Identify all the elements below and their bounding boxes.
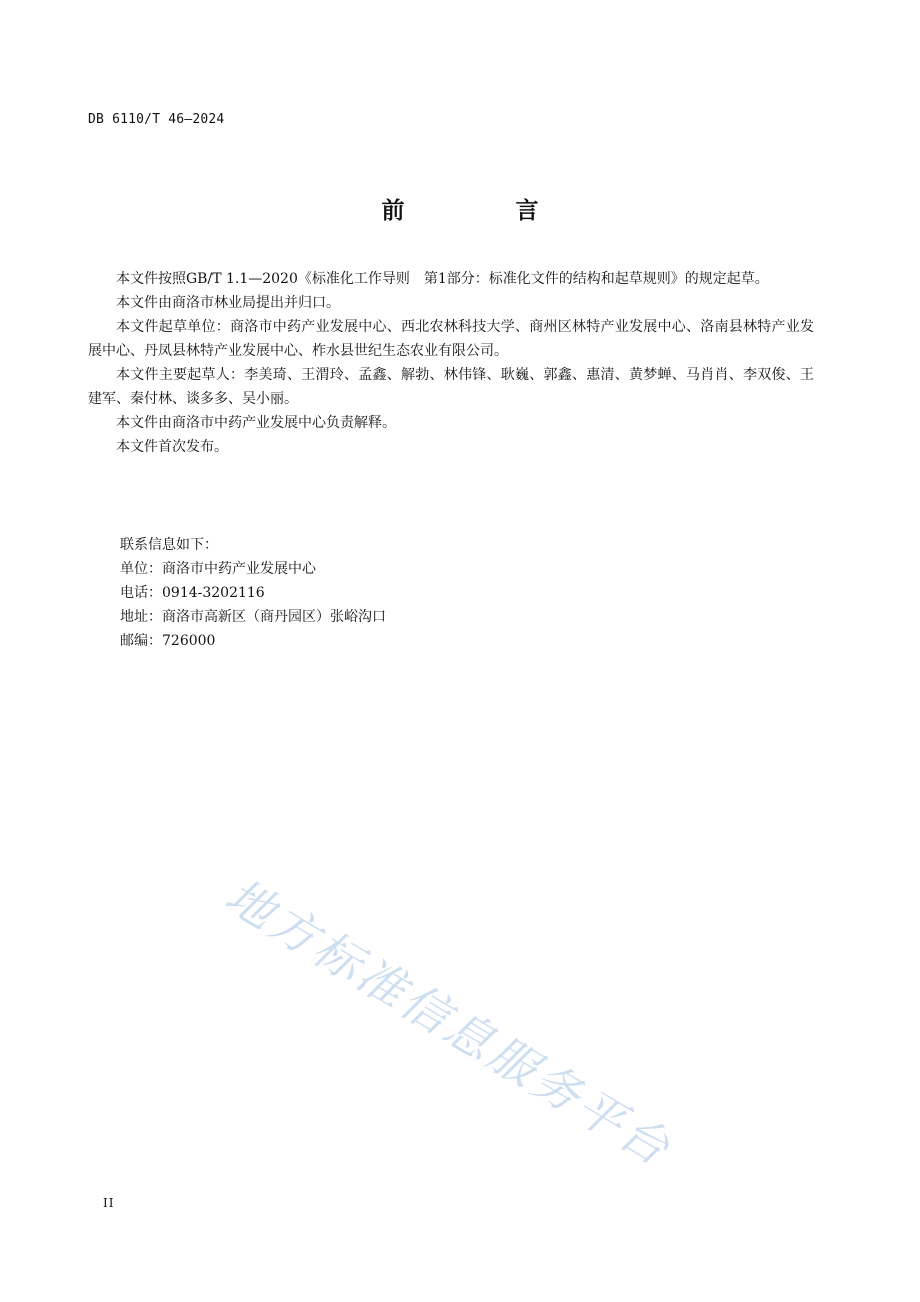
contact-address: 地址：商洛市高新区（商丹园区）张峪沟口 xyxy=(120,609,386,625)
paragraph-interpretation: 本文件由商洛市中药产业发展中心负责解释。 xyxy=(116,415,396,431)
page-title: 前 言 xyxy=(381,198,583,224)
paragraph-drafting-rules: 本文件按照GB/T 1.1—2020《标准化工作导则 第1部分：标准化文件的结构和起草规则》的规定起草。 xyxy=(116,271,769,287)
paragraph-drafters: 本文件主要起草人：李美琦、王渭玲、孟鑫、解勃、林伟锋、耿巍、郭鑫、惠清、黄梦蝉、马肖肖、李双俊、王建军、秦付林、谈多多、吴小丽。 xyxy=(88,367,814,407)
watermark: 地方标准信息服务平台 xyxy=(215,868,682,1179)
paragraph-proposer: 本文件由商洛市林业局提出并归口。 xyxy=(116,295,340,311)
contact-info xyxy=(120,533,386,653)
document-code: DB 6110/T 46—2024 xyxy=(88,112,225,127)
contact-heading: 联系信息如下： xyxy=(120,537,218,553)
foreword-body xyxy=(88,267,814,459)
page-number: II xyxy=(103,1196,115,1210)
paragraph-drafting-units: 本文件起草单位：商洛市中药产业发展中心、西北农林科技大学、商州区林特产业发展中心、洛南县林特产业发展中心、丹凤县林特产业发展中心、柞水县世纪生态农业有限公司。 xyxy=(88,319,814,359)
contact-postcode: 邮编：726000 xyxy=(120,633,216,649)
contact-phone: 电话：0914-3202116 xyxy=(120,585,265,601)
paragraph-first-release: 本文件首次发布。 xyxy=(116,439,228,455)
contact-unit: 单位：商洛市中药产业发展中心 xyxy=(120,561,316,577)
